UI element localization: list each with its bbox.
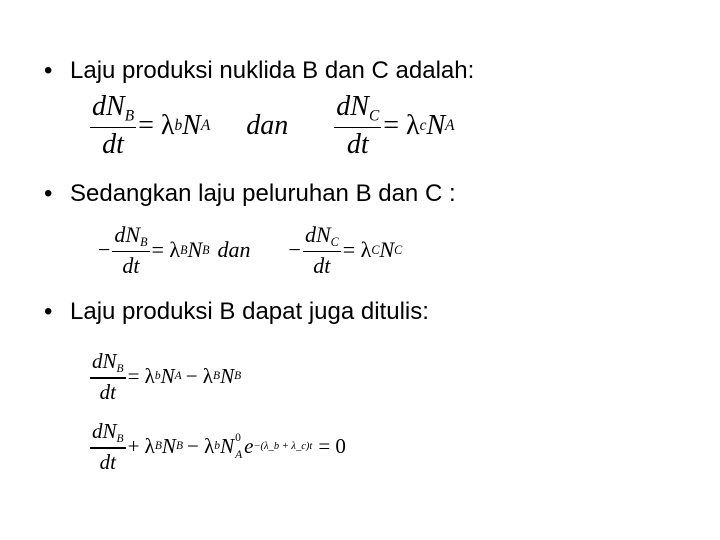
bullet-item-2 [44, 180, 456, 208]
equation-connector-dan: dan [217, 237, 251, 263]
equation-connector-dan: dan [246, 109, 289, 141]
bullet-text-1: Laju produksi nuklida B dan C adalah: [70, 57, 475, 84]
equation-production-b: $\frac{dN_B}{dt}$ = λ b N A − λ B N B [92, 349, 242, 404]
bullet-item-1 [44, 57, 474, 85]
fraction-dNB-dt: $\frac{dN_B}{dt}$ [92, 91, 135, 161]
equation-production-rates: $\frac{dN_B}{dt}$ = λ b N A dan $\frac{dN_C}{dt}$ = λ c N A [92, 91, 455, 161]
equation-production-b-expanded: $\frac{dN_B}{dt}$ + λ B N B − λ b N 0 A e −(λ_b + λ_c)t = 0 [92, 419, 346, 474]
bullet-item-3 [44, 298, 429, 326]
bullet-dot: • [44, 298, 53, 325]
fraction-dNB-dt: $\frac{dN_B}{dt}$ [114, 222, 148, 279]
bullet-dot: • [44, 57, 53, 84]
fraction-dNC-dt: $\frac{dN_C}{dt}$ [304, 222, 339, 279]
bullet-dot: • [44, 180, 53, 207]
equation-decay-rates: − $\frac{dN_B}{dt}$ = λ B N B dan − $\frac{dN_C}{dt}$ = λ C N C [98, 222, 403, 279]
fraction-dNB-dt: $\frac{dN_B}{dt}$ [92, 349, 124, 404]
bullet-text-2: Sedangkan laju peluruhan B dan C : [70, 180, 456, 207]
fraction-dNC-dt: $\frac{dN_C}{dt}$ [336, 91, 380, 161]
fraction-dNB-dt: $\frac{dN_B}{dt}$ [92, 419, 124, 474]
bullet-text-3: Laju produksi B dapat juga ditulis: [70, 298, 429, 325]
